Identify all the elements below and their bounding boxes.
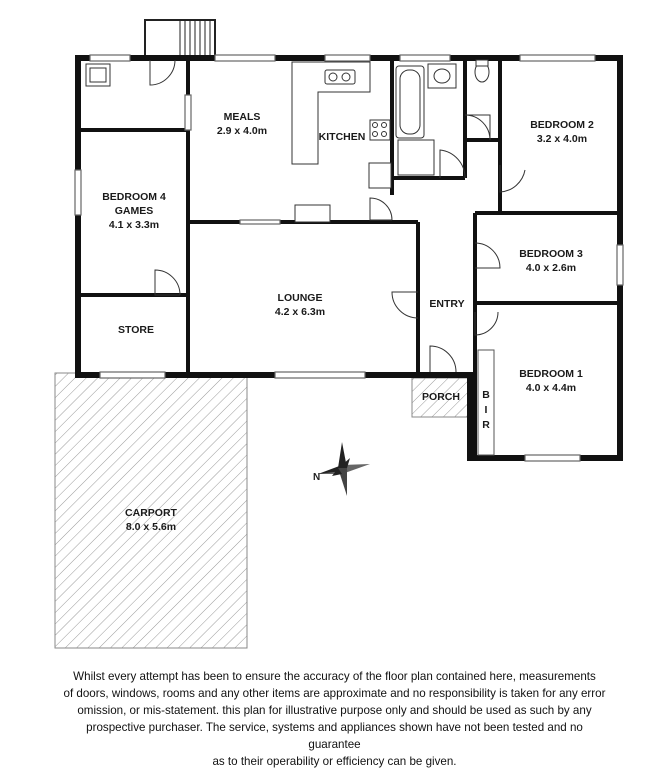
dims-carport: 8.0 x 5.6m (125, 521, 177, 533)
label-store: STORE (118, 324, 154, 336)
label-kitchen: KITCHEN (318, 131, 366, 143)
disclaimer-line: as to their operability or efficiency can be given. (212, 755, 457, 768)
dims-bedroom-2: 3.2 x 4.0m (536, 133, 588, 145)
label-bedroom-2: BEDROOM 2 (530, 119, 594, 131)
compass-north-label: N (313, 472, 321, 483)
label-bir-b: B (482, 389, 490, 401)
label-meals: MEALS (223, 111, 261, 123)
label-bedroom-3: BEDROOM 3 (519, 248, 583, 260)
disclaimer-line: prospective purchaser. The service, systems and appliances shown have not been tested and no guarantee (86, 721, 583, 751)
label-bir-r: R (482, 419, 490, 431)
dims-bedroom-4: 4.1 x 3.3m (108, 219, 160, 231)
label-carport: CARPORT (125, 507, 177, 519)
label-bir-i: I (484, 404, 488, 416)
label-bedroom-1: BEDROOM 1 (519, 368, 583, 380)
disclaimer-line: of doors, windows, rooms and any other items are approximate and no responsibility is taken for any error (63, 687, 606, 700)
dims-bedroom-1: 4.0 x 4.4m (525, 382, 577, 394)
doors (150, 60, 525, 372)
outside-stairs (145, 20, 215, 57)
dims-bedroom-3: 4.0 x 2.6m (525, 262, 577, 274)
dims-lounge: 4.2 x 6.3m (274, 306, 326, 318)
disclaimer (60, 668, 609, 770)
label-porch: PORCH (422, 391, 460, 403)
disclaimer-line: Whilst every attempt has been to ensure the accuracy of the floor plan contained here, measurements (73, 670, 596, 683)
label-lounge: LOUNGE (277, 292, 323, 304)
laundry-trough (86, 64, 110, 86)
label-games: GAMES (114, 205, 154, 217)
dims-meals: 2.9 x 4.0m (216, 125, 268, 137)
label-entry: ENTRY (429, 298, 465, 310)
label-bedroom-4: BEDROOM 4 (102, 191, 166, 203)
disclaimer-line: omission, or mis-statement. this plan for illustrative purpose only and should be used as such by any (77, 704, 592, 717)
compass-icon (313, 442, 370, 496)
bir-wardrobe (478, 350, 494, 455)
